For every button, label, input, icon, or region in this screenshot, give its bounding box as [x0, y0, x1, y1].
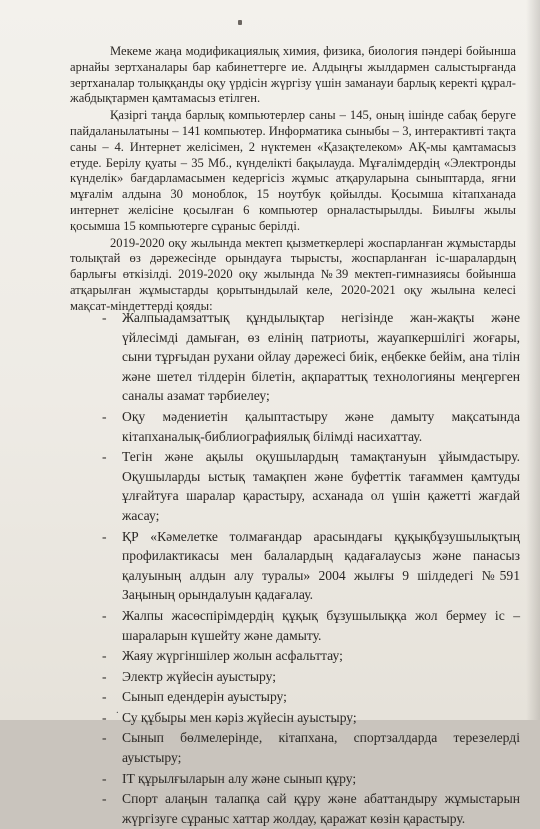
bullet-dash: - [102, 709, 107, 725]
bullet-dash: - [102, 770, 107, 786]
list-item [102, 646, 520, 666]
list-item [102, 769, 520, 789]
bullet-dash: - [102, 528, 107, 544]
list-item-text: Су құбыры мен кәріз жүйесін ауыстыру; [122, 709, 357, 725]
list-item [102, 687, 520, 707]
list-item [102, 667, 520, 687]
list-item-text: Жалпы жасөспірімдердің құқық бұзушылыққа жол бермеу іс – шараларын күшейту және дамыту. [122, 607, 520, 643]
bullet-dash: - [102, 791, 107, 807]
list-item-text: Электр жүйесін ауыстыру; [122, 668, 277, 684]
list-item [102, 708, 520, 728]
bullet-dash: - [102, 689, 107, 705]
list-item-text: Жалпыадамзаттық құндылықтар негізінде жан-жақты және үйлесімді дамыған, өз елінің патриоты, жауапкершілігі жоғары, сыни тұрғыдан рухани ойлау дәрежесі биік, еңбекке бейім, ана тілін және шетел тілдерін білетін, ақпараттық технологияны меңгерген саналы азамат тәрбиелеу; [122, 310, 520, 404]
list-item-text: Сынып бөлмелерінде, кітапхана, спортзалдарда терезелерді ауыстыру; [122, 730, 520, 766]
bullet-dash: - [102, 408, 107, 424]
tasks-list [102, 308, 520, 829]
list-item [102, 789, 520, 828]
list-item-text: Тегін және ақылы оқушылардың тамақтануын ұйымдастыру. Оқушыларды ыстық тамақпен және буфеттік тағаммен қамтуды ұлғайтуға шаралар қарастыру, асханада ол үшін қажетті жағдай жасау; [122, 449, 520, 523]
bullet-dash: - [102, 310, 107, 325]
list-item [102, 606, 520, 645]
paragraph-computers: Қазіргі таңда барлық компьютерлер саны – 145, оның ішінде сабақ беруге пайдаланылатыны – 141 компьютер. Информатика сыныбы – 3, интерактивті тақта саны – 4. Интернет желісімен, 2 нүктемен «Қазақтелеком» АҚ-мы қамтамасыз етуде. Берілу қуаты – 35 Мб., күнделікті бақылауда. Мұғалімдердің «Электронды күнделік» бағдарламасымен кедергісіз жұмыс атқаруларына сыныптарда, яғни мұғалім алдына 30 моноблок, 15 ноутбук қойылды. Қосымша кітапханада интернет желісіне қосылған 6 компьютер орналастырылды. Биылғы жылы қосымша 15 компьютерге сұраныс берілді. [70, 108, 516, 233]
bullet-dash: - [102, 730, 107, 746]
paper-mark [238, 20, 242, 25]
list-item-text: Сынып едендерін ауыстыру; [122, 689, 287, 705]
page-mark: . [116, 704, 119, 716]
list-item-text: Спорт алаңын талапқа сай құру және абаттандыру жұмыстарын жүргізуге сұраныс хаттар жолдау, қаражат көзін қарастыру. [122, 791, 520, 826]
list-item [102, 447, 520, 525]
bullet-dash: - [102, 449, 107, 465]
paragraph-laboratories: Мекеме жаңа модификациялық химия, физика, биология пәндері бойынша арнайы зертханалары бар кабинеттерге ие. Алдыңғы жылдармен салыстырғанда зертханалар толыққанды оқу үрдісін жүргізу үшін заманауи барлық керекті құрал-жабдықтармен қамтамасыз етілген. [70, 44, 516, 106]
list-item-text: Жаяу жүргіншілер жолын асфальттау; [122, 648, 343, 664]
list-item-text: Оқу мәдениетін қалыптастыру және дамыту мақсатында кітапханалық-библиографиялық білімді насихаттау. [122, 408, 520, 444]
intro-section [70, 44, 516, 316]
bullet-dash: - [102, 607, 107, 623]
bullet-dash: - [102, 648, 107, 664]
list-item-text: IT құрылғыларын алу және сынып құру; [122, 770, 357, 786]
list-item [102, 308, 520, 406]
page-shadow [526, 0, 540, 720]
bullet-dash: - [102, 668, 107, 684]
list-item [102, 407, 520, 446]
list-item [102, 728, 520, 767]
paragraph-goals-intro: 2019-2020 оқу жылында мектеп қызметкерлері жоспарланған жұмыстарды толықтай өз дәрежесінде орындауға тырысты, жоспарланған іс-шаралардың барлығы өткізілді. 2019-2020 оқу жылында №39 мектеп-гимназиясы бойынша атқарылған жұмыстарды қорытындылай келе, 2020-2021 оқу жылына келесі мақсат-міндеттерді қояды: [70, 235, 516, 313]
list-item [102, 527, 520, 605]
list-item-text: ҚР «Кәмелетке толмағандар арасындағы құқықбұзушылықтың профилактикасы мен балалардың қадағалаусыз және панасыз қалуының алдын алу туралы» 2004 жылғы 9 шілдедегі №591 Заңының орындалуын қадағалау. [122, 528, 520, 603]
